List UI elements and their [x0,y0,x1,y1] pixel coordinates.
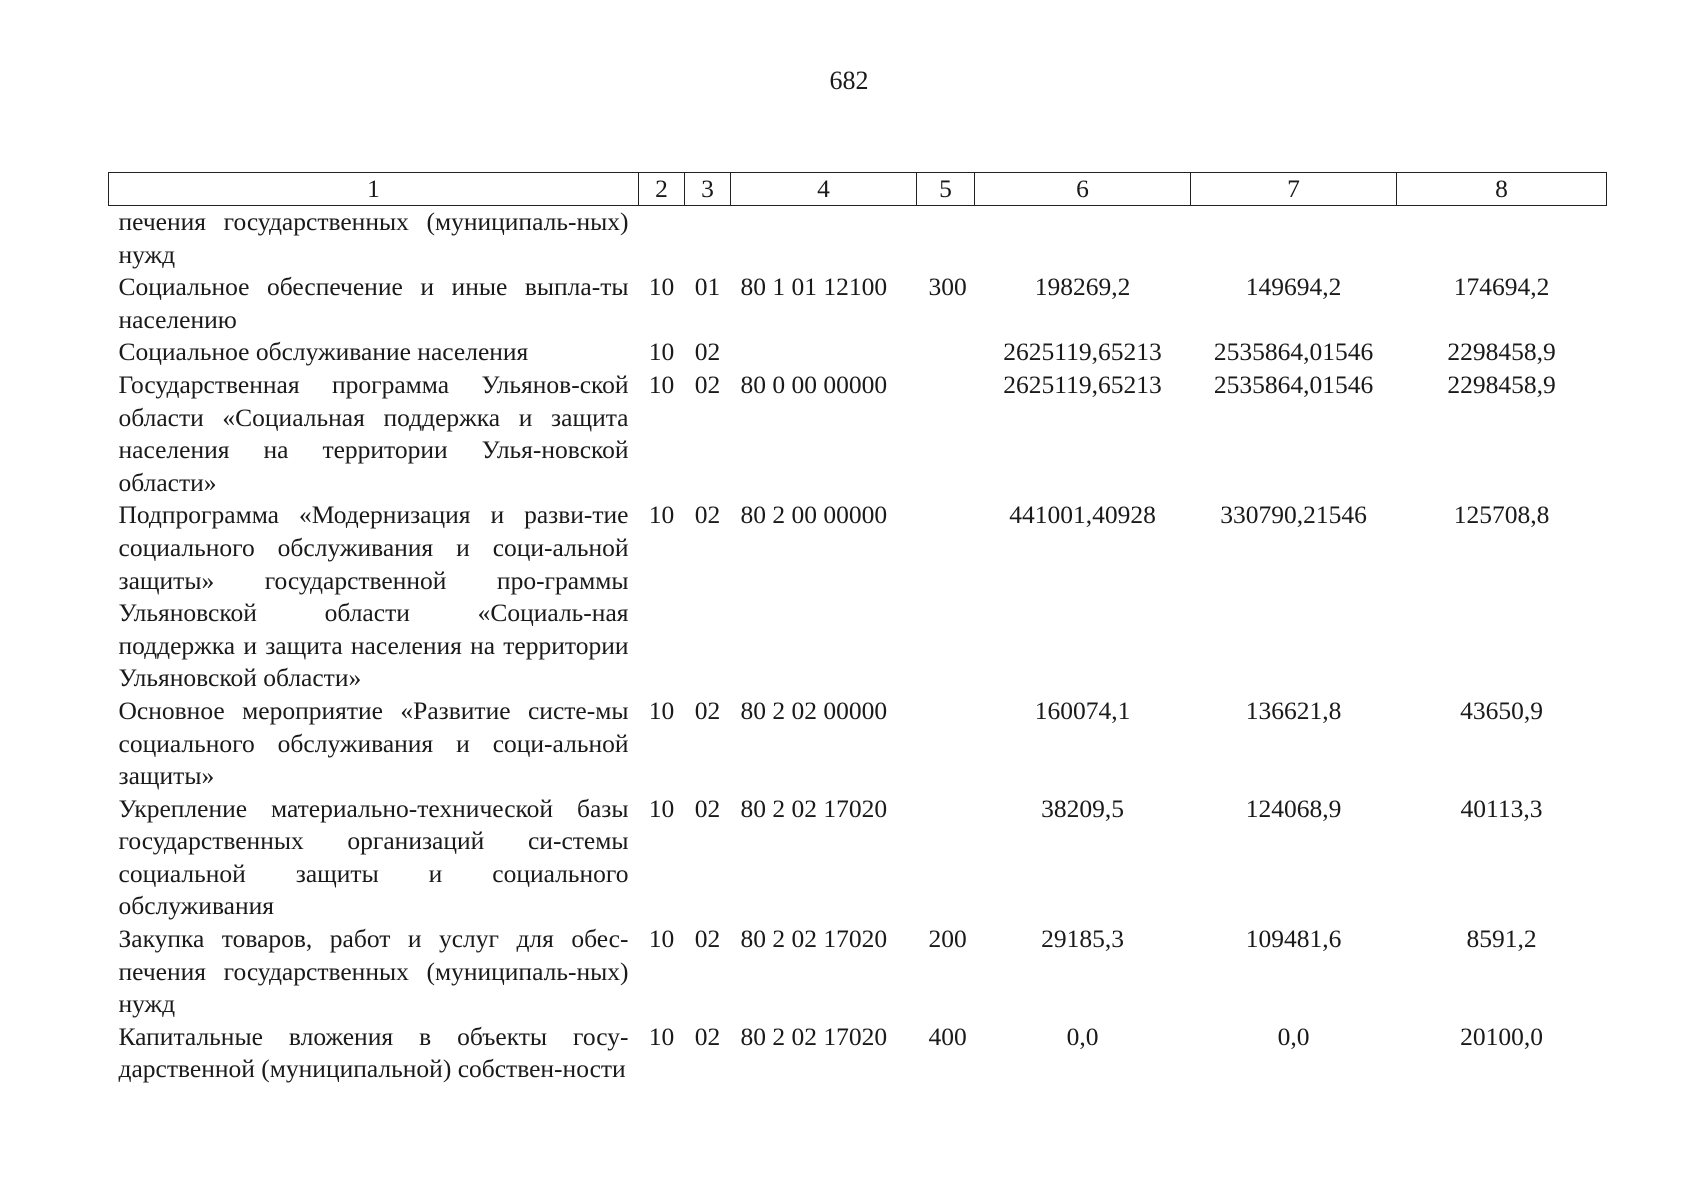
table-row [109,793,1607,923]
row-name: Капитальные вложения в объекты госу-дарственной (муниципальной) собствен-ности [118,1021,629,1084]
row-value-col8 [1397,206,1607,272]
row-target-article: 80 2 00 00000 [740,500,888,530]
row-section: 10 [648,337,675,367]
row-target-article: 80 2 02 17020 [740,793,888,823]
row-name: Социальное обслуживание населения [118,337,529,367]
row-value-col6: 38209,5 [1041,793,1124,823]
row-expense-type [917,793,975,923]
row-section: 10 [648,1021,675,1051]
row-target-article: 80 2 02 17020 [740,1021,888,1051]
row-value-col7: 330790,21546 [1220,500,1367,530]
budget-table-container [108,172,1606,1086]
row-subsection: 02 [694,695,721,725]
table-row [109,499,1607,695]
row-value-col7: 149694,2 [1245,272,1342,302]
row-value-col8: 2298458,9 [1447,337,1556,367]
row-value-col7: 136621,8 [1245,695,1342,725]
table-row [109,206,1607,272]
row-subsection: 02 [694,924,721,954]
row-name: Социальное обеспечение и иные выпла-ты населению [118,272,629,334]
page-number: 682 [829,66,869,95]
row-expense-type [917,336,975,369]
row-subsection: 02 [694,337,721,367]
table-row [109,336,1607,369]
row-subsection: 02 [694,369,721,399]
row-section [639,206,685,272]
row-name: Основное мероприятие «Развитие систе-мы социального обслуживания и соци-альной защиты» [118,695,629,791]
row-name: Подпрограмма «Модернизация и разви-тие социального обслуживания и соци-альной защиты» государственной про-граммы Ульяновской области «Социаль-ная поддержка и защита населения на территории Ульяновской области» [118,500,629,693]
row-value-col7: 2535864,01546 [1213,369,1374,399]
table-row [109,1021,1607,1086]
row-expense-type [917,695,975,793]
table-row [109,271,1607,336]
row-target-article [731,336,917,369]
row-target-article: 80 2 02 00000 [740,695,888,725]
row-subsection: 02 [694,500,721,530]
row-name: Государственная программа Ульянов-ской области «Социальная поддержка и защита населения на территории Улья-новской области» [118,369,629,497]
column-header-1: 1 [109,173,639,206]
budget-table [108,172,1607,1086]
row-subsection: 01 [694,272,721,302]
row-value-col8: 43650,9 [1460,695,1543,725]
row-name: Закупка товаров, работ и услуг для обес-печения государственных (муниципаль-ных) нужд [118,924,629,1019]
row-value-col7 [1191,206,1397,272]
row-expense-type [917,206,975,272]
column-number-header-row [109,173,1607,206]
row-target-article [731,206,917,272]
row-subsection: 02 [694,793,721,823]
row-name: печения государственных (муниципаль-ных) нужд [118,207,629,269]
row-section: 10 [648,695,675,725]
row-value-col6: 441001,40928 [1009,500,1156,530]
row-section: 10 [648,272,675,302]
row-value-col7: 0,0 [1277,1021,1310,1051]
row-value-col6: 198269,2 [1034,272,1131,302]
row-value-col6: 29185,3 [1041,924,1124,954]
column-header-3: 3 [685,173,731,206]
row-value-col8: 2298458,9 [1447,369,1556,399]
column-header-6: 6 [975,173,1191,206]
row-subsection: 02 [694,1021,721,1051]
row-value-col6: 2625119,65213 [1003,369,1162,399]
row-value-col6: 0,0 [1066,1021,1099,1051]
row-value-col7: 2535864,01546 [1213,337,1374,367]
table-row [109,923,1607,1021]
row-section: 10 [648,924,675,954]
row-section: 10 [648,793,675,823]
row-expense-type [917,369,975,499]
row-section: 10 [648,369,675,399]
column-header-5: 5 [917,173,975,206]
column-header-7: 7 [1191,173,1397,206]
row-value-col8: 125708,8 [1453,500,1550,530]
row-subsection [685,206,731,272]
column-header-4: 4 [731,173,917,206]
row-target-article: 80 2 02 17020 [740,924,888,954]
row-value-col8: 20100,0 [1460,1021,1543,1051]
row-expense-type: 300 [928,272,967,302]
column-header-2: 2 [639,173,685,206]
table-row [109,695,1607,793]
table-row [109,369,1607,499]
row-value-col8: 40113,3 [1460,793,1543,823]
row-section: 10 [648,500,675,530]
row-target-article: 80 1 01 12100 [740,272,888,302]
column-header-8: 8 [1397,173,1607,206]
row-value-col8: 8591,2 [1466,924,1537,954]
row-value-col6: 160074,1 [1034,695,1131,725]
row-target-article: 80 0 00 00000 [740,369,888,399]
row-name: Укрепление материально-технической базы государственных организаций си-стемы социальной защиты и социального обслуживания [118,793,629,921]
row-expense-type [917,499,975,695]
row-value-col8: 174694,2 [1453,272,1550,302]
row-value-col6: 2625119,65213 [1003,337,1162,367]
row-expense-type: 400 [928,1021,967,1051]
row-value-col7: 109481,6 [1245,924,1342,954]
row-value-col6 [975,206,1191,272]
table-body [109,206,1607,1087]
row-expense-type: 200 [928,924,967,954]
row-value-col7: 124068,9 [1245,793,1342,823]
